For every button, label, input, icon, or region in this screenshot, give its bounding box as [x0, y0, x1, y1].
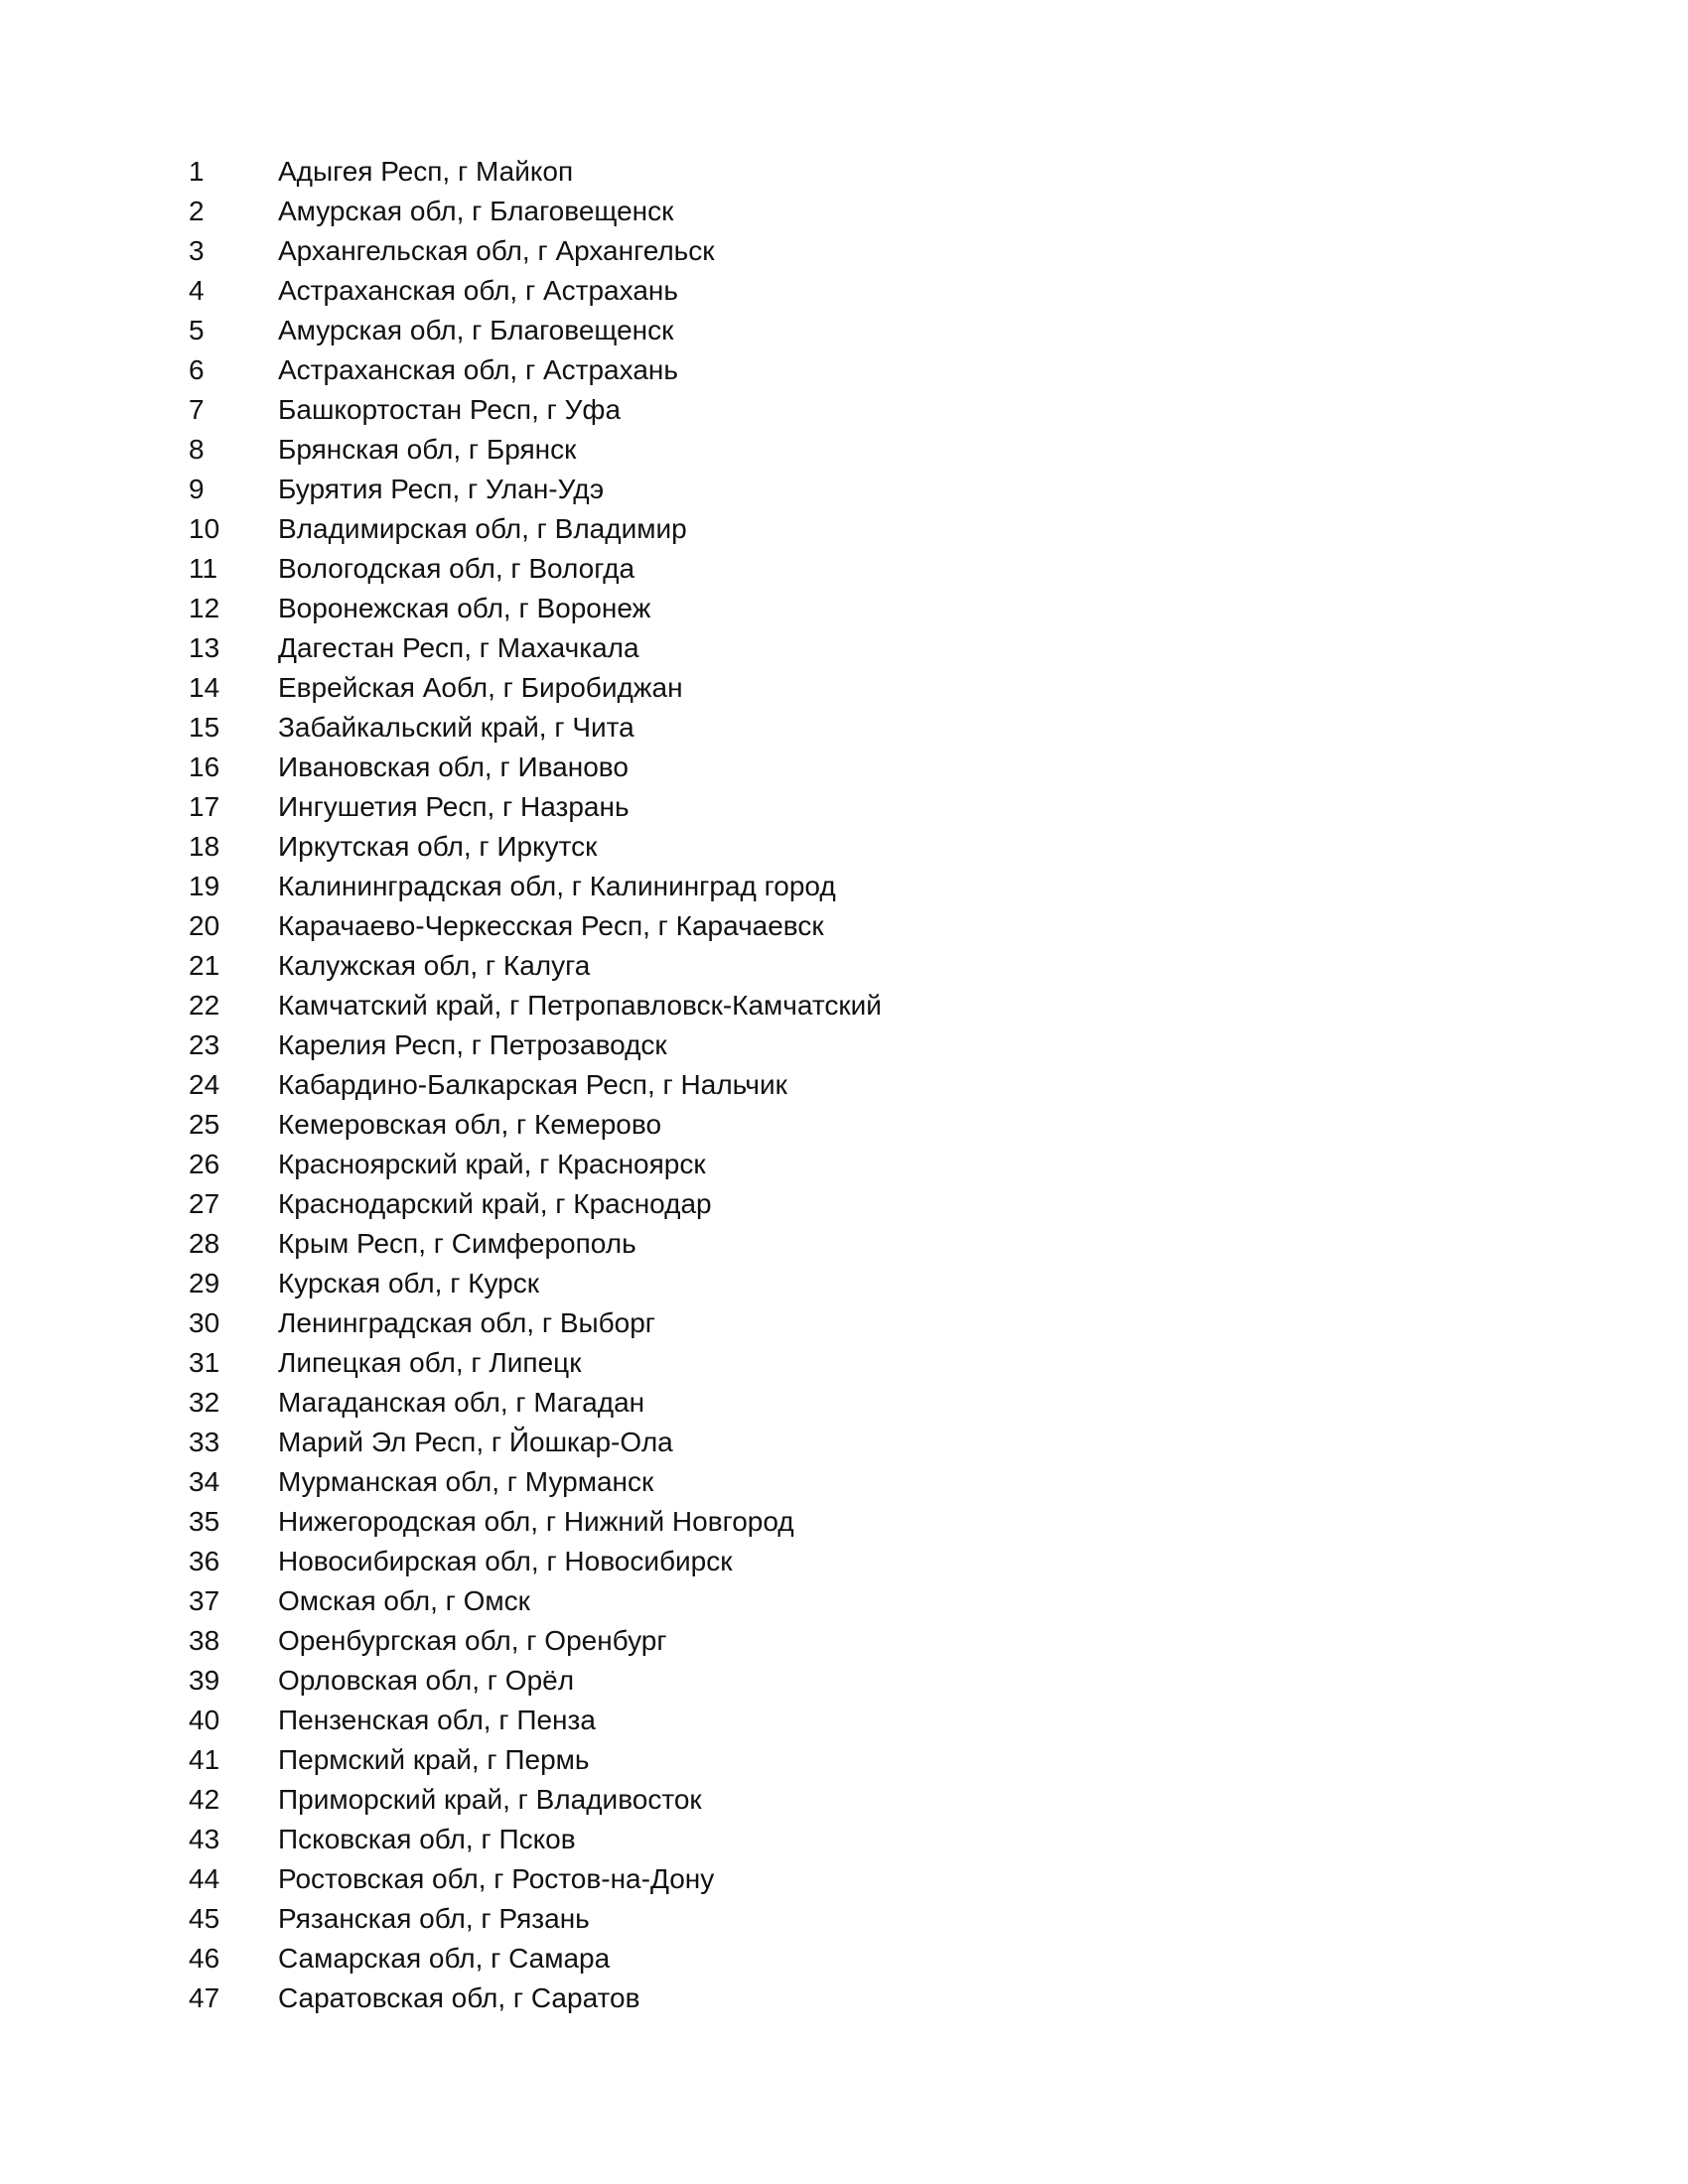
item-number: 20 — [189, 910, 220, 941]
item-number: 31 — [189, 1347, 220, 1378]
item-region-name: Краснодарский край, г Краснодар — [278, 1188, 712, 1219]
item-number: 15 — [189, 712, 220, 743]
list-item — [189, 192, 1380, 231]
item-region-name: Кабардино-Балкарская Респ, г Нальчик — [278, 1069, 787, 1100]
item-region-name: Астраханская обл, г Астрахань — [278, 275, 678, 306]
list-item — [189, 350, 1380, 390]
list-item — [189, 1859, 1380, 1899]
item-number: 4 — [189, 275, 205, 306]
item-region-name: Еврейская Аобл, г Биробиджан — [278, 672, 683, 703]
item-number: 42 — [189, 1784, 220, 1815]
list-item — [189, 1502, 1380, 1542]
item-number: 47 — [189, 1982, 220, 2013]
item-number: 38 — [189, 1625, 220, 1656]
item-number: 39 — [189, 1665, 220, 1696]
item-region-name: Курская обл, г Курск — [278, 1268, 540, 1298]
list-item — [189, 311, 1380, 350]
item-region-name: Амурская обл, г Благовещенск — [278, 315, 674, 345]
item-region-name: Липецкая обл, г Липецк — [278, 1347, 582, 1378]
list-item — [189, 1939, 1380, 1979]
list-item — [189, 1303, 1380, 1343]
item-region-name: Пензенская обл, г Пенза — [278, 1705, 596, 1735]
item-region-name: Архангельская обл, г Архангельск — [278, 235, 715, 266]
item-region-name: Брянская обл, г Брянск — [278, 434, 577, 465]
item-number: 25 — [189, 1109, 220, 1140]
item-number: 22 — [189, 990, 220, 1021]
item-region-name: Магаданская обл, г Магадан — [278, 1387, 645, 1418]
item-number: 16 — [189, 751, 220, 782]
list-item — [189, 1462, 1380, 1502]
list-item — [189, 867, 1380, 906]
list-item — [189, 946, 1380, 986]
item-number: 40 — [189, 1705, 220, 1735]
list-item — [189, 1383, 1380, 1423]
item-region-name: Карачаево-Черкесская Респ, г Карачаевск — [278, 910, 824, 941]
item-number: 5 — [189, 315, 205, 345]
list-item — [189, 152, 1380, 192]
item-region-name: Омская обл, г Омск — [278, 1585, 530, 1616]
list-item — [189, 668, 1380, 708]
list-item — [189, 1542, 1380, 1581]
item-region-name: Владимирская обл, г Владимир — [278, 513, 687, 544]
item-number: 14 — [189, 672, 220, 703]
item-region-name: Крым Респ, г Симферополь — [278, 1228, 636, 1259]
item-number: 24 — [189, 1069, 220, 1100]
item-region-name: Оренбургская обл, г Оренбург — [278, 1625, 667, 1656]
list-item — [189, 906, 1380, 946]
item-region-name: Амурская обл, г Благовещенск — [278, 196, 674, 226]
item-region-name: Орловская обл, г Орёл — [278, 1665, 575, 1696]
item-region-name: Рязанская обл, г Рязань — [278, 1903, 590, 1934]
item-number: 36 — [189, 1546, 220, 1576]
item-number: 1 — [189, 156, 205, 187]
item-number: 23 — [189, 1029, 220, 1060]
item-region-name: Камчатский край, г Петропавловск-Камчатский — [278, 990, 882, 1021]
item-region-name: Карелия Респ, г Петрозаводск — [278, 1029, 667, 1060]
list-item — [189, 231, 1380, 271]
item-number: 29 — [189, 1268, 220, 1298]
item-region-name: Дагестан Респ, г Махачкала — [278, 632, 639, 663]
item-number: 30 — [189, 1307, 220, 1338]
list-item — [189, 1065, 1380, 1105]
item-region-name: Калининградская обл, г Калининград город — [278, 871, 836, 901]
item-region-name: Пермский край, г Пермь — [278, 1744, 590, 1775]
item-region-name: Мурманская обл, г Мурманск — [278, 1466, 654, 1497]
item-region-name: Ивановская обл, г Иваново — [278, 751, 629, 782]
list-item — [189, 1820, 1380, 1859]
list-item — [189, 1145, 1380, 1184]
list-item — [189, 1661, 1380, 1701]
item-number: 44 — [189, 1863, 220, 1894]
item-region-name: Калужская обл, г Калуга — [278, 950, 591, 981]
item-number: 2 — [189, 196, 205, 226]
item-region-name: Марий Эл Респ, г Йошкар-Ола — [278, 1427, 673, 1457]
item-number: 45 — [189, 1903, 220, 1934]
item-number: 17 — [189, 791, 220, 822]
list-item — [189, 1780, 1380, 1820]
region-list — [189, 152, 1380, 2018]
item-number: 9 — [189, 474, 205, 504]
list-item — [189, 549, 1380, 589]
list-item — [189, 1979, 1380, 2018]
item-number: 27 — [189, 1188, 220, 1219]
list-item — [189, 1025, 1380, 1065]
list-item — [189, 628, 1380, 668]
list-item — [189, 1701, 1380, 1740]
item-number: 26 — [189, 1149, 220, 1179]
list-item — [189, 1343, 1380, 1383]
item-number: 10 — [189, 513, 220, 544]
list-item — [189, 470, 1380, 509]
list-item — [189, 748, 1380, 787]
list-item — [189, 1264, 1380, 1303]
item-region-name: Самарская обл, г Самара — [278, 1943, 611, 1974]
list-item — [189, 1899, 1380, 1939]
item-number: 18 — [189, 831, 220, 862]
item-region-name: Нижегородская обл, г Нижний Новгород — [278, 1506, 794, 1537]
item-region-name: Ингушетия Респ, г Назрань — [278, 791, 630, 822]
item-region-name: Астраханская обл, г Астрахань — [278, 354, 678, 385]
list-item — [189, 708, 1380, 748]
item-region-name: Бурятия Респ, г Улан-Удэ — [278, 474, 605, 504]
item-number: 43 — [189, 1824, 220, 1854]
list-item — [189, 430, 1380, 470]
item-region-name: Забайкальский край, г Чита — [278, 712, 634, 743]
item-number: 13 — [189, 632, 220, 663]
item-number: 32 — [189, 1387, 220, 1418]
item-number: 28 — [189, 1228, 220, 1259]
item-region-name: Адыгея Респ, г Майкоп — [278, 156, 574, 187]
list-item — [189, 1224, 1380, 1264]
item-number: 41 — [189, 1744, 220, 1775]
item-number: 6 — [189, 354, 205, 385]
item-number: 33 — [189, 1427, 220, 1457]
list-item — [189, 1184, 1380, 1224]
list-item — [189, 271, 1380, 311]
item-number: 21 — [189, 950, 220, 981]
item-region-name: Воронежская обл, г Воронеж — [278, 593, 651, 623]
list-item — [189, 986, 1380, 1025]
item-number: 3 — [189, 235, 205, 266]
list-item — [189, 589, 1380, 628]
item-number: 19 — [189, 871, 220, 901]
item-region-name: Кемеровская обл, г Кемерово — [278, 1109, 662, 1140]
item-region-name: Ростовская обл, г Ростов-на-Дону — [278, 1863, 715, 1894]
item-region-name: Новосибирская обл, г Новосибирск — [278, 1546, 733, 1576]
list-item — [189, 827, 1380, 867]
list-item — [189, 1740, 1380, 1780]
item-region-name: Башкортостан Респ, г Уфа — [278, 394, 622, 425]
item-region-name: Ленинградская обл, г Выборг — [278, 1307, 656, 1338]
item-region-name: Псковская обл, г Псков — [278, 1824, 576, 1854]
list-item — [189, 390, 1380, 430]
item-region-name: Вологодская обл, г Вологда — [278, 553, 635, 584]
item-number: 12 — [189, 593, 220, 623]
item-number: 35 — [189, 1506, 220, 1537]
list-item — [189, 1581, 1380, 1621]
list-item — [189, 787, 1380, 827]
item-region-name: Приморский край, г Владивосток — [278, 1784, 702, 1815]
list-item — [189, 1105, 1380, 1145]
item-region-name: Красноярский край, г Красноярск — [278, 1149, 706, 1179]
list-item — [189, 1621, 1380, 1661]
item-number: 34 — [189, 1466, 220, 1497]
list-item — [189, 1423, 1380, 1462]
item-number: 11 — [189, 553, 218, 584]
item-number: 7 — [189, 394, 205, 425]
item-number: 37 — [189, 1585, 220, 1616]
list-item — [189, 509, 1380, 549]
item-number: 8 — [189, 434, 205, 465]
item-region-name: Саратовская обл, г Саратов — [278, 1982, 640, 2013]
item-region-name: Иркутская обл, г Иркутск — [278, 831, 598, 862]
item-number: 46 — [189, 1943, 220, 1974]
